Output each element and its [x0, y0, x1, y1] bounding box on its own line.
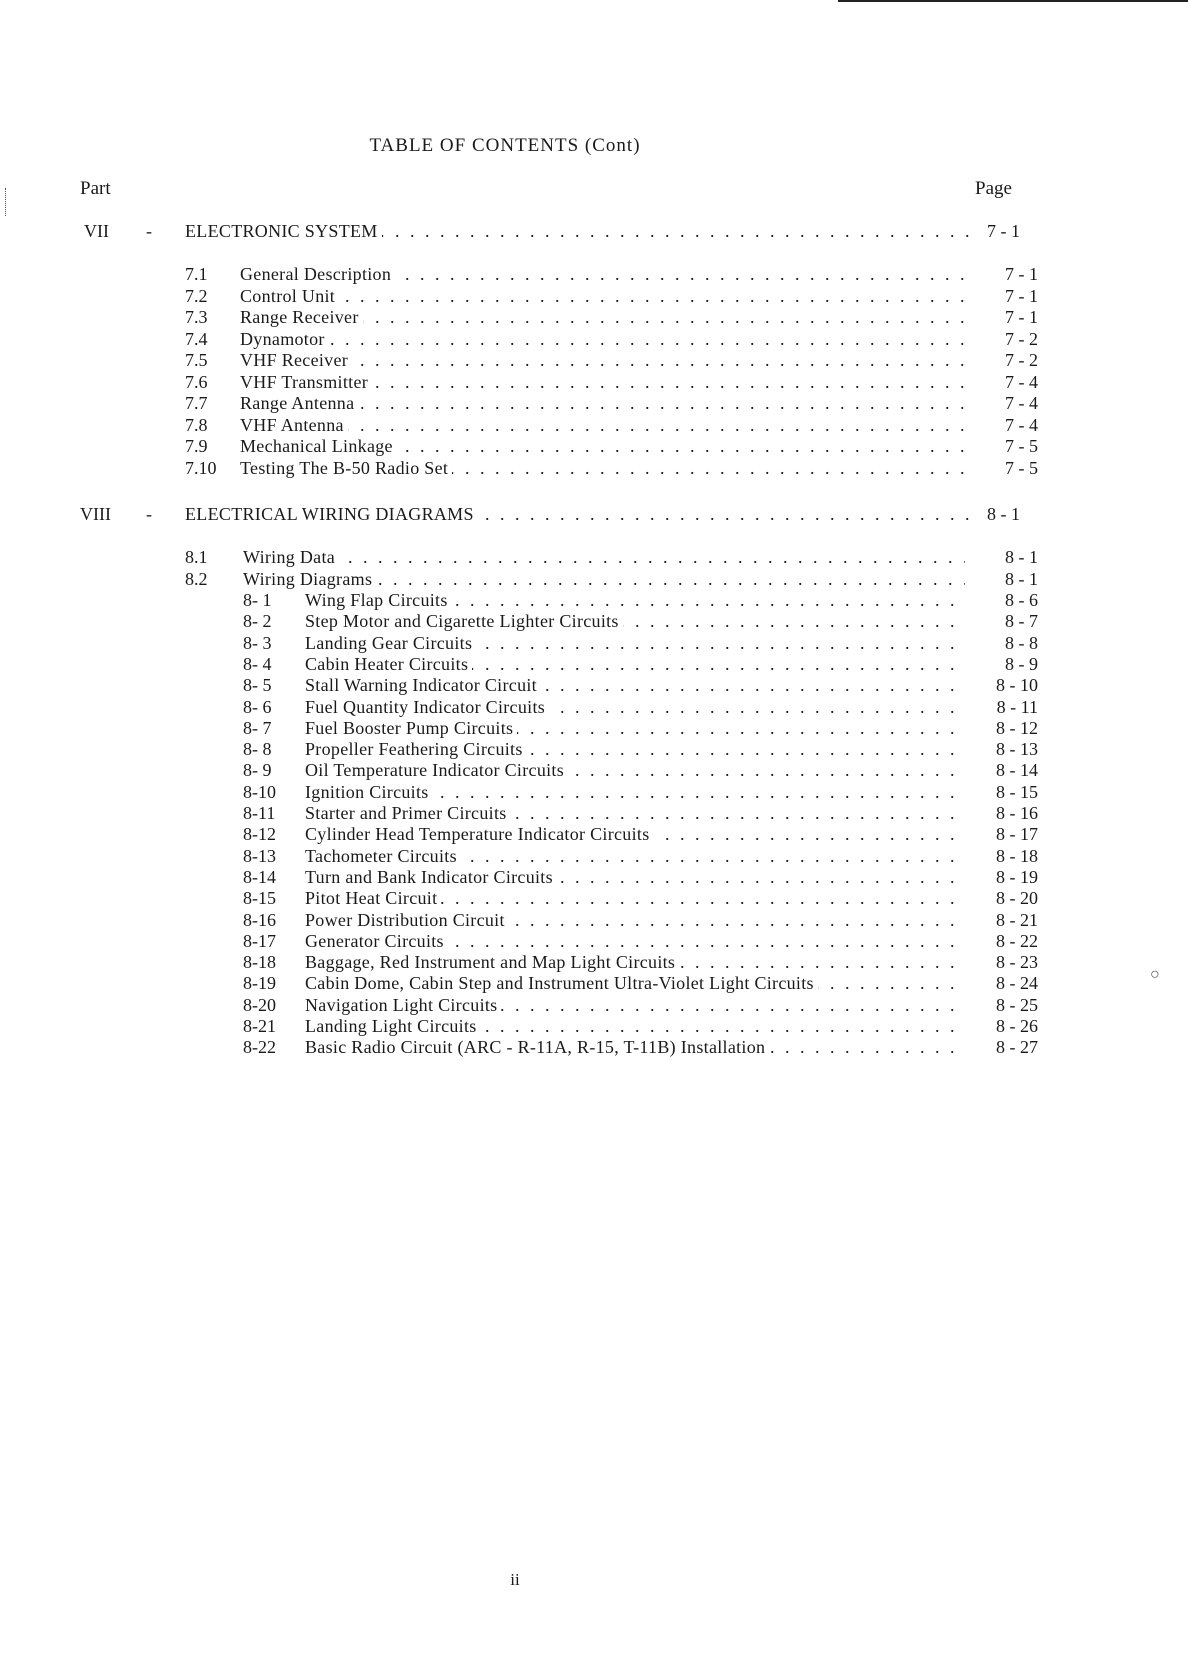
entry-title: Cabin Dome, Cabin Step and Instrument Ultra-Violet Light Circuits	[305, 973, 818, 993]
toc-entry-row[interactable]	[0, 823, 1040, 845]
toc-entry-row[interactable]	[0, 759, 1040, 781]
entry-number: 8- 4	[243, 653, 272, 674]
entry-page: 8 - 22	[996, 930, 1038, 951]
entry-number: 8-10	[243, 781, 276, 802]
entry-title-leader	[240, 306, 965, 328]
entry-title: Tachometer Circuits	[305, 846, 461, 866]
entry-page: 7 - 1	[1005, 264, 1038, 284]
toc-entry-row[interactable]	[0, 285, 1040, 307]
toc-entry-row[interactable]	[0, 696, 1040, 718]
entry-number: 8-17	[243, 930, 276, 951]
entry-page: 8 - 25	[996, 994, 1038, 1015]
entry-title-leader	[240, 392, 965, 414]
toc-entry-row[interactable]	[0, 909, 1040, 931]
part-page: 7 - 1	[987, 221, 1020, 241]
toc-part-row[interactable]	[0, 220, 1040, 242]
entry-number: 8- 5	[243, 675, 272, 696]
part-dash: -	[146, 221, 152, 241]
entry-title-leader	[305, 759, 965, 781]
entry-title: Pitot Heat Circuit	[305, 888, 441, 908]
toc-entry-row[interactable]	[0, 1015, 1040, 1037]
entry-page: 8 - 11	[996, 696, 1038, 717]
entry-page: 8 - 20	[996, 888, 1038, 909]
entry-title-leader	[305, 653, 965, 675]
entry-number: 8-14	[243, 866, 276, 887]
toc-entry-row[interactable]	[0, 866, 1040, 888]
entry-title: Navigation Light Circuits	[305, 995, 501, 1015]
entry-title-leader	[305, 951, 965, 973]
entry-page: 7 - 2	[1005, 328, 1038, 349]
entry-title: Baggage, Red Instrument and Map Light Circuits	[305, 952, 679, 972]
entry-number: 7.1	[185, 264, 208, 284]
toc-entry-row[interactable]	[0, 653, 1040, 675]
entry-page: 8 - 10	[996, 675, 1038, 696]
entry-title: Step Motor and Cigarette Lighter Circuits	[305, 611, 623, 631]
entry-title: Fuel Booster Pump Circuits	[305, 718, 517, 738]
toc-entry-row[interactable]	[0, 328, 1040, 350]
entry-title-leader	[305, 994, 965, 1016]
toc-entry-row[interactable]	[0, 845, 1040, 867]
entry-page: 8 - 18	[996, 845, 1038, 866]
entry-number: 7.8	[185, 414, 208, 435]
entry-page: 8 - 16	[996, 803, 1038, 823]
scan-edge-mark	[5, 188, 8, 216]
toc-entry-row[interactable]	[0, 674, 1040, 696]
entry-page: 8 - 23	[996, 952, 1038, 973]
entry-title: Wiring Diagrams	[243, 569, 376, 589]
toc-entry-row[interactable]	[0, 717, 1040, 739]
entry-page: 7 - 5	[1005, 436, 1038, 456]
entry-page: 8 - 24	[996, 973, 1038, 994]
toc-entry-row[interactable]	[0, 414, 1040, 436]
toc-entry-row[interactable]	[0, 738, 1040, 760]
toc-entry-row[interactable]	[0, 994, 1040, 1016]
entry-page: 8 - 6	[1005, 590, 1038, 610]
entry-title: Range Antenna	[240, 393, 358, 413]
toc-entry-row[interactable]	[0, 589, 1040, 611]
entry-title-leader	[305, 802, 965, 824]
entry-title-leader	[240, 371, 965, 393]
entry-number: 8-22	[243, 1037, 276, 1058]
entry-number: 8- 6	[243, 696, 272, 717]
part-title: ELECTRICAL WIRING DIAGRAMS	[185, 504, 478, 524]
part-page: 8 - 1	[987, 504, 1020, 524]
entry-number: 8.1	[185, 547, 208, 567]
entry-title: Propeller Feathering Circuits	[305, 739, 527, 759]
entry-title: Basic Radio Circuit (ARC - R-11A, R-15, T-11B) Installation	[305, 1037, 769, 1057]
entry-title-leader	[305, 972, 965, 994]
entry-number: 7.7	[185, 393, 208, 413]
entry-page: 8 - 9	[1005, 653, 1038, 674]
entry-title: Oil Temperature Indicator Circuits	[305, 760, 568, 780]
entry-page: 8 - 17	[996, 824, 1038, 845]
entry-page: 8 - 15	[996, 781, 1038, 802]
toc-entry-row[interactable]	[0, 802, 1040, 824]
entry-page: 8 - 27	[996, 1037, 1038, 1058]
entry-number: 8-19	[243, 973, 276, 994]
entry-number: 7.3	[185, 307, 208, 327]
entry-number: 8-21	[243, 1016, 276, 1036]
entry-title-leader	[305, 717, 965, 739]
entry-title-leader	[240, 285, 965, 307]
toc-entry-row[interactable]	[0, 930, 1040, 952]
entry-number: 8-12	[243, 824, 276, 845]
entry-number: 7.4	[185, 328, 208, 349]
toc-entry-row[interactable]	[0, 263, 1040, 285]
entry-page: 7 - 2	[1005, 350, 1038, 370]
entry-number: 8- 8	[243, 739, 272, 760]
entry-title: VHF Receiver	[240, 350, 352, 370]
entry-page: 8 - 8	[1005, 632, 1038, 653]
entry-title-leader	[305, 1036, 965, 1058]
toc-entry-row[interactable]	[0, 887, 1040, 909]
entry-page: 8 - 13	[996, 739, 1038, 760]
entry-title: Wing Flap Circuits	[305, 590, 452, 610]
footer-page-number: ii	[510, 1570, 520, 1589]
entry-title: Dynamotor	[240, 329, 329, 349]
column-header-page: Page	[975, 178, 1012, 199]
entry-title-leader	[305, 930, 965, 952]
entry-number: 8-16	[243, 909, 276, 930]
entry-title-leader	[243, 568, 965, 590]
entry-number: 8- 1	[243, 590, 272, 610]
toc-entry-row[interactable]	[0, 457, 1040, 479]
entry-number: 7.6	[185, 371, 208, 392]
toc-entry-row[interactable]	[0, 610, 1040, 632]
scan-smudge-mark: ○	[1150, 966, 1160, 983]
entry-title: Starter and Primer Circuits	[305, 803, 511, 823]
entry-title-leader	[305, 674, 965, 696]
top-edge-rule	[838, 0, 1188, 2]
entry-title: Testing The B-50 Radio Set	[240, 458, 452, 478]
entry-title: Fuel Quantity Indicator Circuits	[305, 697, 549, 717]
entry-title: VHF Antenna	[240, 415, 348, 435]
entry-number: 8-20	[243, 994, 276, 1015]
entry-title: Cylinder Head Temperature Indicator Circuits	[305, 824, 654, 844]
entry-title-leader	[305, 632, 965, 654]
entry-title-leader	[305, 823, 965, 845]
entry-number: 8-18	[243, 952, 276, 973]
entry-page: 8 - 1	[1005, 568, 1038, 589]
entry-number: 8.2	[185, 568, 208, 589]
entry-number: 8-13	[243, 845, 276, 866]
toc-part-row[interactable]	[0, 503, 1040, 525]
toc-entry-row[interactable]	[0, 568, 1040, 590]
entry-title-leader	[240, 457, 965, 479]
entry-title-leader	[305, 909, 965, 931]
entry-title-leader	[305, 781, 965, 803]
toc-entry-row[interactable]	[0, 781, 1040, 803]
part-title-leader	[185, 220, 975, 242]
entry-page: 8 - 21	[996, 909, 1038, 930]
entry-page: 8 - 19	[996, 866, 1038, 887]
entry-title: Stall Warning Indicator Circuit	[305, 675, 541, 695]
toc-entry-row[interactable]	[0, 1036, 1040, 1058]
entry-title: Cabin Heater Circuits	[305, 654, 472, 674]
entry-title: Power Distribution Circuit	[305, 910, 509, 930]
entry-number: 8- 9	[243, 760, 272, 781]
entry-page: 7 - 1	[1005, 285, 1038, 306]
entry-number: 8-11	[243, 803, 276, 823]
part-dash: -	[146, 504, 152, 524]
entry-page: 7 - 4	[1005, 393, 1038, 413]
entry-number: 8- 3	[243, 632, 272, 653]
entry-title-leader	[240, 349, 965, 371]
entry-number: 7.2	[185, 285, 208, 306]
entry-page: 8 - 1	[1005, 547, 1038, 567]
entry-title-leader	[305, 1015, 965, 1037]
part-title-leader	[185, 503, 975, 525]
entry-number: 7.9	[185, 436, 208, 456]
entry-title: Landing Light Circuits	[305, 1016, 481, 1036]
entry-title-leader	[243, 546, 965, 568]
entry-number: 7.10	[185, 457, 217, 478]
entry-title: General Description	[240, 264, 395, 284]
entry-title: Mechanical Linkage	[240, 436, 397, 456]
entry-title: Generator Circuits	[305, 931, 448, 951]
entry-title-leader	[305, 887, 965, 909]
entry-title-leader	[305, 866, 965, 888]
toc-entry-row[interactable]	[0, 371, 1040, 393]
entry-title: Turn and Bank Indicator Circuits	[305, 867, 557, 887]
toc-entry-row[interactable]	[0, 951, 1040, 973]
entry-page: 7 - 4	[1005, 371, 1038, 392]
entry-page: 7 - 5	[1005, 457, 1038, 478]
entry-title: VHF Transmitter	[240, 372, 372, 392]
entry-number: 8- 2	[243, 611, 272, 632]
entry-title-leader	[240, 435, 965, 457]
entry-title-leader	[240, 263, 965, 285]
entry-number: 8- 7	[243, 717, 272, 738]
entry-title-leader	[305, 845, 965, 867]
entry-page: 8 - 26	[996, 1016, 1038, 1036]
entry-page: 8 - 12	[996, 717, 1038, 738]
toc-entry-row[interactable]	[0, 306, 1040, 328]
entry-title-leader	[305, 738, 965, 760]
entry-title: Range Receiver	[240, 307, 363, 327]
page-title: TABLE OF CONTENTS (Cont)	[369, 135, 641, 156]
entry-title: Control Unit	[240, 286, 339, 306]
entry-title: Ignition Circuits	[305, 782, 433, 802]
entry-page: 7 - 1	[1005, 307, 1038, 327]
toc-entry-row[interactable]	[0, 632, 1040, 654]
toc-entry-row[interactable]	[0, 392, 1040, 414]
entry-page: 8 - 7	[1005, 611, 1038, 632]
entry-title-leader	[240, 328, 965, 350]
entry-title: Wiring Data	[243, 547, 339, 567]
toc-entry-row[interactable]	[0, 546, 1040, 568]
part-number: VII	[84, 221, 109, 241]
entry-page: 8 - 14	[996, 760, 1038, 781]
toc-entry-row[interactable]	[0, 349, 1040, 371]
entry-title-leader	[305, 610, 965, 632]
entry-title-leader	[240, 414, 965, 436]
entry-number: 8-15	[243, 888, 276, 909]
entry-number: 7.5	[185, 350, 208, 370]
entry-title-leader	[305, 589, 965, 611]
part-number: VIII	[80, 504, 111, 524]
part-title: ELECTRONIC SYSTEM	[185, 221, 382, 241]
entry-title-leader	[305, 696, 965, 718]
entry-title: Landing Gear Circuits	[305, 633, 476, 653]
toc-entry-row[interactable]	[0, 972, 1040, 994]
column-header-part: Part	[80, 178, 111, 199]
toc-entry-row[interactable]	[0, 435, 1040, 457]
entry-page: 7 - 4	[1005, 414, 1038, 435]
